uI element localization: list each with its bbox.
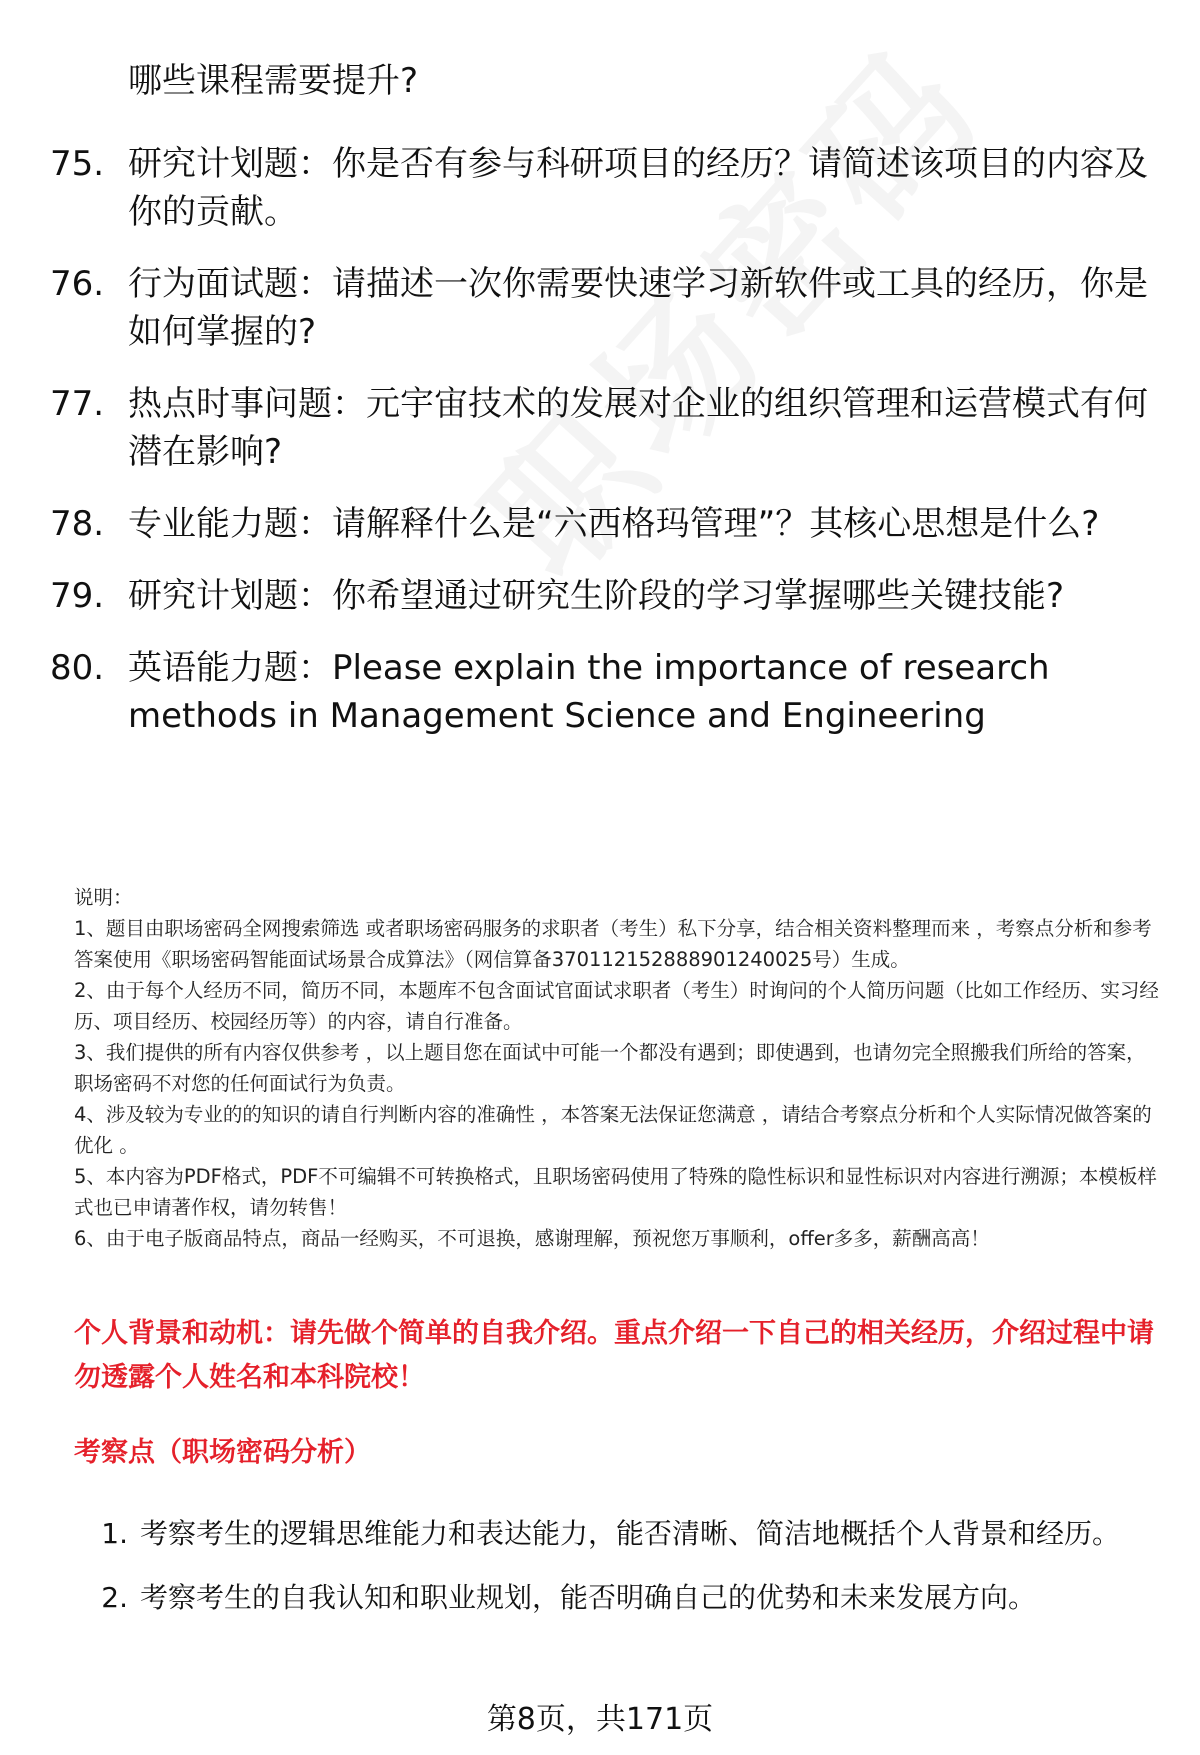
question-text: 行为面试题：请描述一次你需要快速学习新软件或工具的经历，你是如何掌握的? [128, 264, 1148, 352]
question-number: 76. [50, 264, 105, 304]
question-item [50, 500, 1150, 548]
note-item: 5、本内容为PDF格式，PDF不可编辑不可转换格式，且职场密码使用了特殊的隐性标识和显性标识对内容进行溯源；本模板样式也已申请著作权，请勿转售！ [74, 1165, 1157, 1219]
question-text: 英语能力题：Please explain the importance of research methods in Management Science and Engineering [128, 648, 1050, 736]
notes-heading: 说明： [74, 886, 133, 909]
analysis-heading: 考察点（职场密码分析） [74, 1437, 371, 1468]
note-item: 4、涉及较为专业的的知识的请自行判断内容的准确性 ，本答案无法保证您满意 ，请结合考察点分析和个人实际情况做答案的优化 。 [74, 1103, 1152, 1157]
question-text: 研究计划题：你是否有参与科研项目的经历？请简述该项目的内容及你的贡献。 [128, 144, 1148, 232]
featured-question: 个人背景和动机：请先做个简单的自我介绍。重点介绍一下自己的相关经历，介绍过程中请勿透露个人姓名和本科院校！ [74, 1318, 1154, 1393]
question-number: 78. [50, 504, 105, 544]
page-footer: 第8页，共171页 [486, 1702, 714, 1737]
question-list [50, 140, 1150, 764]
question-text: 专业能力题：请解释什么是“六西格玛管理”？其核心思想是什么? [128, 504, 1100, 544]
question-item [50, 140, 1150, 236]
analysis-point-text: 考察考生的逻辑思维能力和表达能力，能否清晰、简洁地概括个人背景和经历。 [140, 1517, 1121, 1550]
question-number: 79. [50, 576, 105, 616]
question-text: 热点时事问题：元宇宙技术的发展对企业的组织管理和运营模式有何潜在影响? [128, 384, 1148, 472]
question-number: 77. [50, 384, 105, 424]
question-item [50, 260, 1150, 356]
question-item [50, 572, 1150, 620]
notes-section [74, 882, 1160, 1254]
note-item: 2、由于每个人经历不同，简历不同，本题库不包含面试官面试求职者（考生）时询问的个人简历问题（比如工作经历、实习经历、项目经历、校园经历等）的内容，请自行准备。 [74, 979, 1159, 1033]
analysis-point-number: 1. [101, 1517, 128, 1550]
question-number: 75. [50, 144, 105, 184]
analysis-point [74, 1569, 1160, 1627]
question-item [50, 380, 1150, 476]
analysis-point-number: 2. [101, 1581, 128, 1614]
note-item: 6、由于电子版商品特点，商品一经购买，不可退换，感谢理解，预祝您万事顺利，offer多多，薪酬高高！ [74, 1227, 990, 1250]
question-text: 研究计划题：你希望通过研究生阶段的学习掌握哪些关键技能? [128, 576, 1065, 616]
question-item [50, 644, 1150, 740]
analysis-point-text: 考察考生的自我认知和职业规划，能否明确自己的优势和未来发展方向。 [140, 1581, 1037, 1614]
analysis-point [74, 1505, 1160, 1563]
analysis-points [74, 1505, 1160, 1633]
note-item: 3、我们提供的所有内容仅供参考 ，以上题目您在面试中可能一个都没有遇到；即使遇到，也请勿完全照搬我们所给的答案，职场密码不对您的任何面试行为负责。 [74, 1041, 1146, 1095]
question-number: 80. [50, 648, 105, 688]
note-item: 1、题目由职场密码全网搜索筛选 或者职场密码服务的求职者（考生）私下分享，结合相关资料整理而来 ，考察点分析和参考答案使用《职场密码智能面试场景合成算法》（网信算备370112152888901240025号）生成。 [74, 917, 1152, 971]
carryover-text: 哪些课程需要提升? [128, 61, 419, 101]
